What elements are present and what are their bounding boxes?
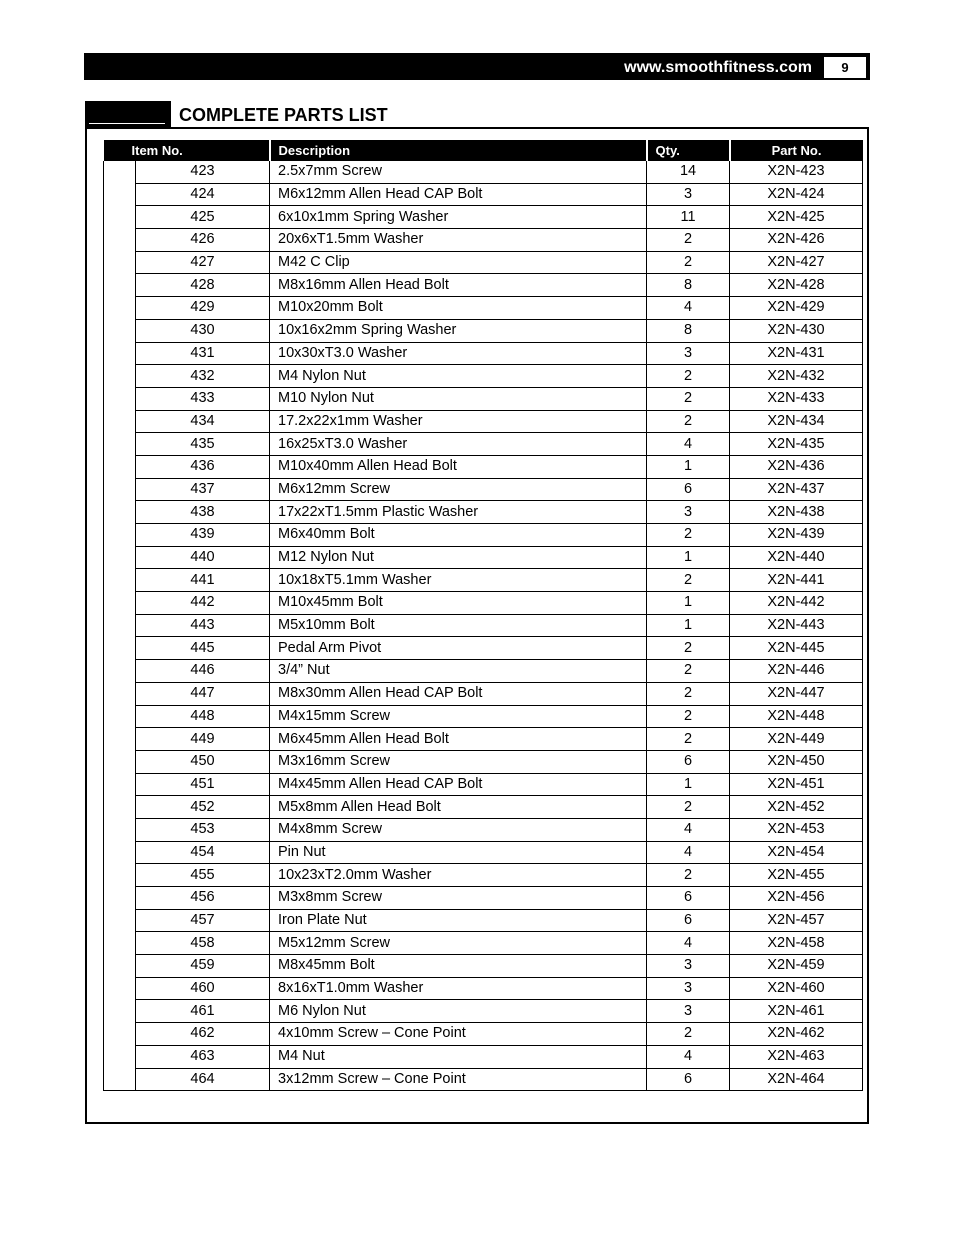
item-no-cell: 451 xyxy=(136,773,270,796)
website-url: www.smoothfitness.com xyxy=(624,59,812,76)
part-no-cell: X2N-438 xyxy=(730,501,863,524)
table-row xyxy=(104,365,863,388)
part-no-cell: X2N-441 xyxy=(730,569,863,592)
item-no-cell: 464 xyxy=(136,1068,270,1091)
row-gutter xyxy=(104,909,136,932)
item-no-cell: 442 xyxy=(136,592,270,615)
qty-cell: 2 xyxy=(647,387,730,410)
item-no-cell: 448 xyxy=(136,705,270,728)
part-no-cell: X2N-450 xyxy=(730,750,863,773)
item-no-cell: 446 xyxy=(136,660,270,683)
part-no-cell: X2N-426 xyxy=(730,229,863,252)
item-no-cell: 427 xyxy=(136,251,270,274)
item-no-cell: 456 xyxy=(136,887,270,910)
description-cell: M5x8mm Allen Head Bolt xyxy=(270,796,647,819)
row-gutter xyxy=(104,955,136,978)
qty-cell: 4 xyxy=(647,841,730,864)
table-row xyxy=(104,773,863,796)
part-no-cell: X2N-436 xyxy=(730,455,863,478)
description-cell: 10x18xT5.1mm Washer xyxy=(270,569,647,592)
table-row xyxy=(104,524,863,547)
qty-cell: 1 xyxy=(647,592,730,615)
qty-cell: 4 xyxy=(647,433,730,456)
qty-cell: 6 xyxy=(647,909,730,932)
qty-cell: 2 xyxy=(647,705,730,728)
table-row xyxy=(104,660,863,683)
item-no-cell: 462 xyxy=(136,1023,270,1046)
row-gutter xyxy=(104,546,136,569)
item-no-cell: 433 xyxy=(136,387,270,410)
description-cell: M3x16mm Screw xyxy=(270,750,647,773)
qty-cell: 2 xyxy=(647,796,730,819)
table-row xyxy=(104,455,863,478)
description-cell: M3x8mm Screw xyxy=(270,887,647,910)
qty-cell: 4 xyxy=(647,818,730,841)
qty-cell: 2 xyxy=(647,524,730,547)
table-row xyxy=(104,728,863,751)
row-gutter xyxy=(104,297,136,320)
table-row xyxy=(104,342,863,365)
qty-cell: 2 xyxy=(647,569,730,592)
description-cell: 20x6xT1.5mm Washer xyxy=(270,229,647,252)
column-header-qty: Qty. xyxy=(647,140,730,161)
section-title: COMPLETE PARTS LIST xyxy=(179,105,388,125)
table-row xyxy=(104,750,863,773)
part-no-cell: X2N-453 xyxy=(730,818,863,841)
item-no-cell: 457 xyxy=(136,909,270,932)
table-row xyxy=(104,796,863,819)
table-row xyxy=(104,478,863,501)
row-gutter xyxy=(104,342,136,365)
part-no-cell: X2N-429 xyxy=(730,297,863,320)
description-cell: M4 Nylon Nut xyxy=(270,365,647,388)
table-row xyxy=(104,251,863,274)
part-no-cell: X2N-440 xyxy=(730,546,863,569)
part-no-cell: X2N-437 xyxy=(730,478,863,501)
qty-cell: 3 xyxy=(647,977,730,1000)
part-no-cell: X2N-449 xyxy=(730,728,863,751)
description-cell: M12 Nylon Nut xyxy=(270,546,647,569)
part-no-cell: X2N-425 xyxy=(730,206,863,229)
qty-cell: 8 xyxy=(647,274,730,297)
description-cell: M8x45mm Bolt xyxy=(270,955,647,978)
part-no-cell: X2N-452 xyxy=(730,796,863,819)
item-no-cell: 435 xyxy=(136,433,270,456)
description-cell: 10x23xT2.0mm Washer xyxy=(270,864,647,887)
item-no-cell: 430 xyxy=(136,319,270,342)
part-no-cell: X2N-461 xyxy=(730,1000,863,1023)
section-tab-underline xyxy=(89,123,165,124)
table-row xyxy=(104,592,863,615)
table-row xyxy=(104,274,863,297)
part-no-cell: X2N-442 xyxy=(730,592,863,615)
row-gutter xyxy=(104,1023,136,1046)
table-row xyxy=(104,1023,863,1046)
row-gutter xyxy=(104,818,136,841)
part-no-cell: X2N-458 xyxy=(730,932,863,955)
description-cell: Iron Plate Nut xyxy=(270,909,647,932)
item-no-cell: 428 xyxy=(136,274,270,297)
table-row xyxy=(104,297,863,320)
table-row xyxy=(104,387,863,410)
description-cell: 3x12mm Screw – Cone Point xyxy=(270,1068,647,1091)
table-row xyxy=(104,637,863,660)
item-no-cell: 441 xyxy=(136,569,270,592)
row-gutter xyxy=(104,501,136,524)
part-no-cell: X2N-439 xyxy=(730,524,863,547)
qty-cell: 3 xyxy=(647,1000,730,1023)
table-row xyxy=(104,977,863,1000)
row-gutter xyxy=(104,637,136,660)
row-gutter xyxy=(104,455,136,478)
part-no-cell: X2N-433 xyxy=(730,387,863,410)
item-no-cell: 449 xyxy=(136,728,270,751)
row-gutter xyxy=(104,410,136,433)
part-no-cell: X2N-445 xyxy=(730,637,863,660)
row-gutter xyxy=(104,932,136,955)
part-no-cell: X2N-455 xyxy=(730,864,863,887)
row-gutter xyxy=(104,977,136,1000)
item-no-cell: 461 xyxy=(136,1000,270,1023)
item-no-cell: 455 xyxy=(136,864,270,887)
row-gutter xyxy=(104,206,136,229)
qty-cell: 2 xyxy=(647,682,730,705)
description-cell: M4x8mm Screw xyxy=(270,818,647,841)
item-no-cell: 463 xyxy=(136,1045,270,1068)
qty-cell: 3 xyxy=(647,342,730,365)
qty-cell: 3 xyxy=(647,501,730,524)
description-cell: M4x15mm Screw xyxy=(270,705,647,728)
table-row xyxy=(104,955,863,978)
description-cell: M10x20mm Bolt xyxy=(270,297,647,320)
description-cell: Pedal Arm Pivot xyxy=(270,637,647,660)
part-no-cell: X2N-427 xyxy=(730,251,863,274)
part-no-cell: X2N-424 xyxy=(730,183,863,206)
description-cell: M4 Nut xyxy=(270,1045,647,1068)
qty-cell: 2 xyxy=(647,1023,730,1046)
qty-cell: 2 xyxy=(647,660,730,683)
item-no-cell: 431 xyxy=(136,342,270,365)
page-header-bar xyxy=(84,53,870,80)
row-gutter xyxy=(104,274,136,297)
description-cell: 16x25xT3.0 Washer xyxy=(270,433,647,456)
part-no-cell: X2N-448 xyxy=(730,705,863,728)
table-row xyxy=(104,569,863,592)
item-no-cell: 439 xyxy=(136,524,270,547)
qty-cell: 1 xyxy=(647,614,730,637)
description-cell: M10 Nylon Nut xyxy=(270,387,647,410)
row-gutter xyxy=(104,161,136,183)
row-gutter xyxy=(104,750,136,773)
table-row xyxy=(104,614,863,637)
qty-cell: 8 xyxy=(647,319,730,342)
item-no-cell: 460 xyxy=(136,977,270,1000)
table-row xyxy=(104,1068,863,1091)
row-gutter xyxy=(104,614,136,637)
part-no-cell: X2N-423 xyxy=(730,161,863,183)
part-no-cell: X2N-446 xyxy=(730,660,863,683)
description-cell: M10x45mm Bolt xyxy=(270,592,647,615)
item-no-cell: 424 xyxy=(136,183,270,206)
description-cell: 3/4” Nut xyxy=(270,660,647,683)
part-no-cell: X2N-460 xyxy=(730,977,863,1000)
row-gutter xyxy=(104,229,136,252)
row-gutter xyxy=(104,524,136,547)
item-no-cell: 423 xyxy=(136,161,270,183)
table-row xyxy=(104,433,863,456)
description-cell: M6x40mm Bolt xyxy=(270,524,647,547)
description-cell: M6x12mm Allen Head CAP Bolt xyxy=(270,183,647,206)
qty-cell: 2 xyxy=(647,637,730,660)
description-cell: M10x40mm Allen Head Bolt xyxy=(270,455,647,478)
qty-cell: 1 xyxy=(647,773,730,796)
item-no-cell: 429 xyxy=(136,297,270,320)
item-no-cell: 443 xyxy=(136,614,270,637)
part-no-cell: X2N-435 xyxy=(730,433,863,456)
qty-cell: 4 xyxy=(647,932,730,955)
row-gutter xyxy=(104,569,136,592)
table-row xyxy=(104,932,863,955)
description-cell: 10x16x2mm Spring Washer xyxy=(270,319,647,342)
row-gutter xyxy=(104,319,136,342)
row-gutter xyxy=(104,887,136,910)
description-cell: Pin Nut xyxy=(270,841,647,864)
table-row xyxy=(104,319,863,342)
part-no-cell: X2N-430 xyxy=(730,319,863,342)
section-tab-marker xyxy=(85,101,171,127)
description-cell: 2.5x7mm Screw xyxy=(270,161,647,183)
qty-cell: 4 xyxy=(647,297,730,320)
qty-cell: 2 xyxy=(647,251,730,274)
qty-cell: 2 xyxy=(647,728,730,751)
table-row xyxy=(104,1045,863,1068)
qty-cell: 6 xyxy=(647,750,730,773)
row-gutter xyxy=(104,682,136,705)
page-number: 9 xyxy=(822,57,866,78)
description-cell: 6x10x1mm Spring Washer xyxy=(270,206,647,229)
table-row xyxy=(104,818,863,841)
part-no-cell: X2N-428 xyxy=(730,274,863,297)
qty-cell: 6 xyxy=(647,1068,730,1091)
table-row xyxy=(104,909,863,932)
table-row xyxy=(104,410,863,433)
part-no-cell: X2N-459 xyxy=(730,955,863,978)
item-no-cell: 438 xyxy=(136,501,270,524)
item-no-cell: 425 xyxy=(136,206,270,229)
description-cell: M5x10mm Bolt xyxy=(270,614,647,637)
row-gutter xyxy=(104,728,136,751)
qty-cell: 11 xyxy=(647,206,730,229)
item-no-cell: 450 xyxy=(136,750,270,773)
row-gutter xyxy=(104,773,136,796)
item-no-cell: 426 xyxy=(136,229,270,252)
table-row xyxy=(104,1000,863,1023)
item-no-cell: 452 xyxy=(136,796,270,819)
description-cell: M42 C Clip xyxy=(270,251,647,274)
table-row xyxy=(104,864,863,887)
row-gutter xyxy=(104,183,136,206)
part-no-cell: X2N-431 xyxy=(730,342,863,365)
part-no-cell: X2N-432 xyxy=(730,365,863,388)
table-header-row xyxy=(104,140,863,161)
qty-cell: 1 xyxy=(647,546,730,569)
description-cell: 10x30xT3.0 Washer xyxy=(270,342,647,365)
qty-cell: 2 xyxy=(647,864,730,887)
row-gutter xyxy=(104,251,136,274)
item-no-cell: 454 xyxy=(136,841,270,864)
description-cell: 17.2x22x1mm Washer xyxy=(270,410,647,433)
part-no-cell: X2N-434 xyxy=(730,410,863,433)
parts-table-body xyxy=(104,161,863,1091)
qty-cell: 4 xyxy=(647,1045,730,1068)
table-row xyxy=(104,501,863,524)
description-cell: M6x12mm Screw xyxy=(270,478,647,501)
row-gutter xyxy=(104,478,136,501)
item-no-cell: 432 xyxy=(136,365,270,388)
description-cell: M4x45mm Allen Head CAP Bolt xyxy=(270,773,647,796)
table-row xyxy=(104,229,863,252)
item-no-cell: 440 xyxy=(136,546,270,569)
table-row xyxy=(104,546,863,569)
row-gutter xyxy=(104,864,136,887)
row-gutter xyxy=(104,1068,136,1091)
description-cell: 8x16xT1.0mm Washer xyxy=(270,977,647,1000)
description-cell: 4x10mm Screw – Cone Point xyxy=(270,1023,647,1046)
part-no-cell: X2N-454 xyxy=(730,841,863,864)
description-cell: 17x22xT1.5mm Plastic Washer xyxy=(270,501,647,524)
part-no-cell: X2N-443 xyxy=(730,614,863,637)
qty-cell: 6 xyxy=(647,478,730,501)
qty-cell: 6 xyxy=(647,887,730,910)
table-row xyxy=(104,206,863,229)
part-no-cell: X2N-456 xyxy=(730,887,863,910)
qty-cell: 3 xyxy=(647,183,730,206)
part-no-cell: X2N-462 xyxy=(730,1023,863,1046)
qty-cell: 2 xyxy=(647,229,730,252)
table-row xyxy=(104,887,863,910)
table-row xyxy=(104,705,863,728)
qty-cell: 2 xyxy=(647,410,730,433)
item-no-cell: 447 xyxy=(136,682,270,705)
row-gutter xyxy=(104,841,136,864)
column-header-description: Description xyxy=(270,140,647,161)
item-no-cell: 436 xyxy=(136,455,270,478)
part-no-cell: X2N-463 xyxy=(730,1045,863,1068)
item-no-cell: 437 xyxy=(136,478,270,501)
item-no-cell: 453 xyxy=(136,818,270,841)
row-gutter xyxy=(104,1000,136,1023)
row-gutter xyxy=(104,365,136,388)
qty-cell: 14 xyxy=(647,161,730,183)
description-cell: M8x30mm Allen Head CAP Bolt xyxy=(270,682,647,705)
table-row xyxy=(104,841,863,864)
row-gutter xyxy=(104,387,136,410)
table-row xyxy=(104,183,863,206)
qty-cell: 2 xyxy=(647,365,730,388)
row-gutter xyxy=(104,592,136,615)
row-gutter xyxy=(104,660,136,683)
qty-cell: 3 xyxy=(647,955,730,978)
part-no-cell: X2N-451 xyxy=(730,773,863,796)
description-cell: M8x16mm Allen Head Bolt xyxy=(270,274,647,297)
description-cell: M6 Nylon Nut xyxy=(270,1000,647,1023)
row-gutter xyxy=(104,705,136,728)
table-row xyxy=(104,161,863,183)
row-gutter xyxy=(104,796,136,819)
table-row xyxy=(104,682,863,705)
column-header-part-no: Part No. xyxy=(730,140,863,161)
item-no-cell: 458 xyxy=(136,932,270,955)
description-cell: M6x45mm Allen Head Bolt xyxy=(270,728,647,751)
qty-cell: 1 xyxy=(647,455,730,478)
column-header-item-no: Item No. xyxy=(104,140,270,161)
item-no-cell: 445 xyxy=(136,637,270,660)
item-no-cell: 434 xyxy=(136,410,270,433)
row-gutter xyxy=(104,1045,136,1068)
item-no-cell: 459 xyxy=(136,955,270,978)
parts-table xyxy=(103,140,863,1091)
part-no-cell: X2N-447 xyxy=(730,682,863,705)
description-cell: M5x12mm Screw xyxy=(270,932,647,955)
part-no-cell: X2N-464 xyxy=(730,1068,863,1091)
row-gutter xyxy=(104,433,136,456)
part-no-cell: X2N-457 xyxy=(730,909,863,932)
